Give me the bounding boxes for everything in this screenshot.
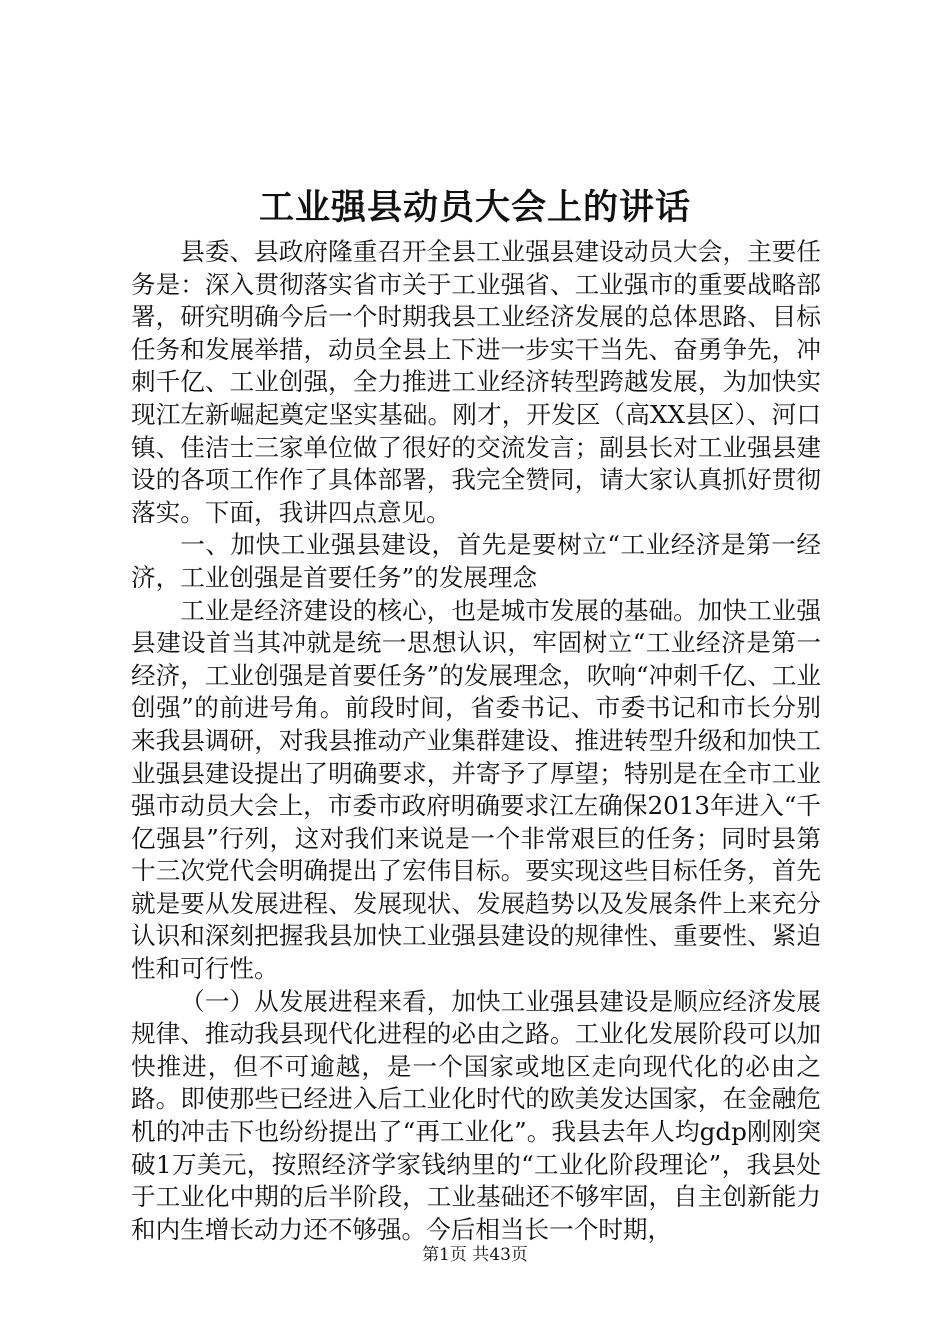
section-heading-1: 一、加快工业强县建设，首先是要树立“工业经济是第一经济，工业创强是首要任务”的发展理念 xyxy=(131,530,821,592)
paragraph-development-process: （一）从发展进程来看，加快工业强县建设是顺应经济发展规律、推动我县现代化进程的必由之路。工业化发展阶段可以加快推进，但不可逾越，是一个国家或地区走向现代化的必由之路。即使那些已经进入后工业化时代的欧美发达国家，在金融危机的冲击下也纷纷提出了“再工业化”。我县去年人均gdp刚刚突破1万美元，按照经济学家钱纳里的“工业化阶段理论”，我县处于工业化中期的后半阶段，工业基础还不够牢固，自主创新能力和内生增长动力还不够强。今后相当长一个时期， xyxy=(131,986,821,1244)
page-footer: 第1页 共43页 xyxy=(422,1245,528,1265)
document-body xyxy=(131,236,821,1246)
paragraph-industry-core: 工业是经济建设的核心，也是城市发展的基础。加快工业强县建设首当其冲就是统一思想认识，牢固树立“工业经济是第一经济，工业创强是首要任务”的发展理念，吹响“冲刺千亿、工业创强”的前进号角。前段时间，省委书记、市委书记和市长分别来我县调研，对我县推动产业集群建设、推进转型升级和加快工业强县建设提出了明确要求，并寄予了厚望；特别是在全市工业强市动员大会上，市委市政府明确要求江左确保2013年进入“千亿强县”行列，这对我们来说是一个非常艰巨的任务；同时县第十三次党代会明确提出了宏伟目标。要实现这些目标任务，首先就是要从发展进程、发展现状、发展趋势以及发展条件上来充分认识和深刻把握我县加快工业强县建设的规律性、重要性、紧迫性和可行性。 xyxy=(131,595,822,984)
paragraph-intro: 县委、县政府隆重召开全县工业强县建设动员大会，主要任务是：深入贯彻落实省市关于工业强省、工业强市的重要战略部署，研究明确今后一个时期我县工业经济发展的总体思路、目标任务和发展举措，动员全县上下进一步实干当先、奋勇争先，冲刺千亿、工业创强，全力推进工业经济转型跨越发展，为加快实现江左新崛起奠定坚实基础。刚才，开发区（高XX县区）、河口镇、佳洁士三家单位做了很好的交流发言；副县长对工业强县建设的各项工作作了具体部署，我完全赞同，请大家认真抓好贯彻落实。下面，我讲四点意见。 xyxy=(131,237,821,527)
document-title: 工业强县动员大会上的讲话 xyxy=(258,187,691,228)
